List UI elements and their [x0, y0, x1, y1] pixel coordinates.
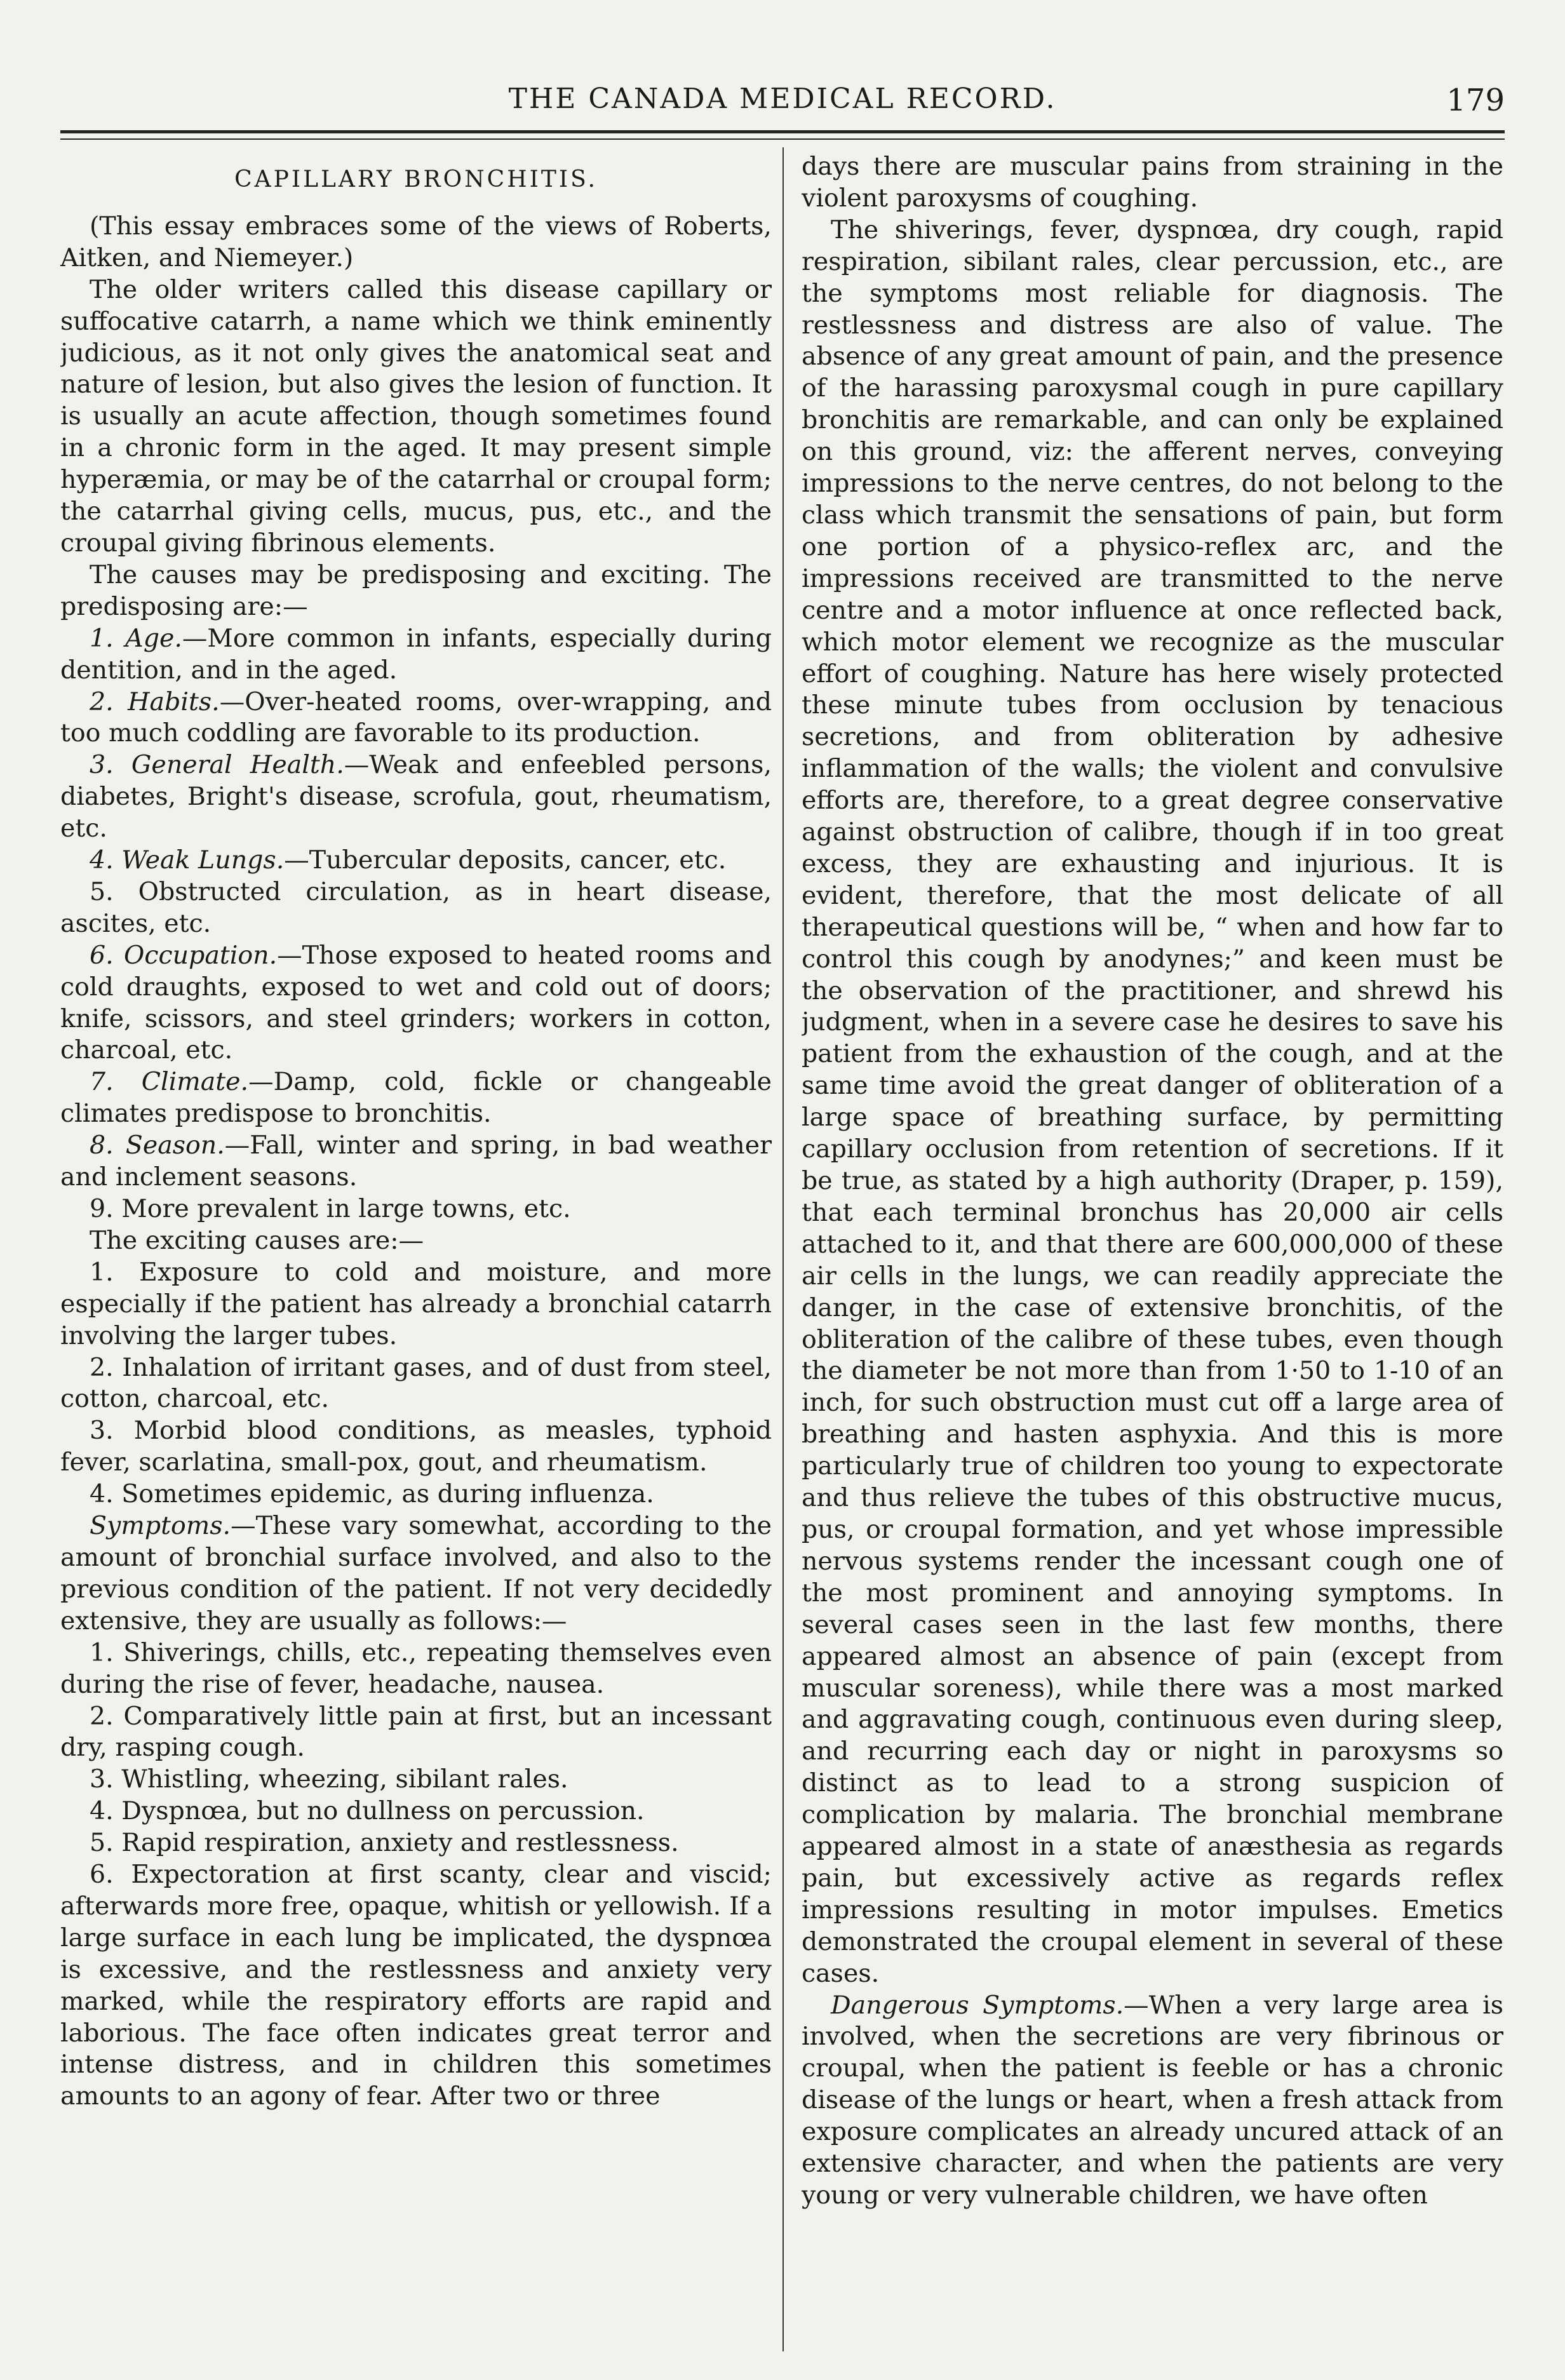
paragraph: [60, 687, 772, 750]
paragraph: [802, 215, 1503, 1990]
paragraph: [60, 1764, 772, 1796]
paragraph-label: 2. Habits.: [90, 687, 220, 716]
paragraph: [802, 1990, 1503, 2212]
paragraph-text: 5. Obstructed circulation, as in heart disease, ascites, etc.: [60, 877, 772, 938]
paragraph: [60, 1796, 772, 1827]
paragraph-text: 4. Dyspnœa, but no dullness on percussion.: [90, 1796, 645, 1826]
right-paragraphs: [802, 151, 1503, 2212]
paragraph-text: days there are muscular pains from straining in the violent paroxysms of coughing.: [802, 152, 1503, 213]
paragraph-text: The shiverings, fever, dyspnœa, dry cough, rapid respiration, sibilant rales, clear percussion, etc., are the symptoms most reliable for diagnosis. The restlessness and distress are also of value. The absence of any great amount of pain, and the presence of the harassing paroxysmal cough in pure capillary bronchitis are remarkable, and can only be explained on this ground, viz: the afferent nerves, conveying impressions to the nerve centres, do not belong to the class which transmit the sensations of pain, but form one portion of a physico-reflex arc, and the impressions received are transmitted to the nerve centre and a motor influence at once reflected back, which motor element we recognize as the muscular effort of coughing. Nature has here wisely protected these minute tubes from occlusion by tenacious secretions, and from obliteration by adhesive inflammation of the walls; the violent and convulsive efforts are, therefore, to a great degree conservative against obstruction of calibre, though if in too great excess, they are exhausting and injurious. It is evident, therefore, that the most delicate of all therapeutical questions will be, “ when and how far to control this cough by anodynes;” and keen must be the observation of the practitioner, and shrewd his judgment, when in a severe case he desires to save his patient from the exhaustion of the cough, and at the same time avoid the great danger of obliteration of a large space of breathing surface, by permitting capillary occlusion from retention of secretions. If it be true, as stated by a high authority (Draper, p. 159), that each terminal bronchus has 20,000 air cells attached to it, and that there are 600,000,000 of these air cells in the lungs, we can readily appreciate the danger, in the case of extensive bronchitis, of the obliteration of the calibre of these tubes, even though the diameter be not more than from 1·50 to 1-10 of an inch, for such obstruction must cut off a large area of breathing and hasten asphyxia. And this is more particularly true of children too young to expectorate and thus relieve the tubes of this obstructive mucus, pus, or croupal formation, and yet whose impressible nervous systems render the incessant cough one of the most prominent and annoying symptoms. In several cases seen in the last few months, there appeared almost an absence of pain (except from muscular soreness), while there was a most marked and aggravating cough, continuous even during sleep, and recurring each day or night in paroxysms so distinct as to lead to a strong suspicion of complication by malaria. The bronchial membrane appeared almost in a state of anæsthesia as regards pain, but excessively active as regards reflex impressions resulting in motor impulses. Emetics demonstrated the croupal element in several of these cases.: [802, 215, 1503, 1988]
paragraph: [60, 750, 772, 845]
paragraph-text: The older writers called this disease capillary or suffocative catarrh, a name which we think eminently judicious, as it not only gives the anatomical seat and nature of lesion, but also gives the lesion of function. It is usually an acute affection, though sometimes found in a chronic form in the aged. It may present simple hyperæmia, or may be of the catarrhal or croupal form; the catarrhal giving cells, mucus, pus, etc., and the croupal giving fibrinous elements.: [60, 274, 772, 558]
paragraph-text: 4. Sometimes epidemic, as during influenza.: [90, 1479, 654, 1509]
page-number: 179: [1446, 83, 1505, 118]
paragraph-text: —Tubercular deposits, cancer, etc.: [284, 845, 727, 875]
column-divider: [782, 147, 784, 2351]
header-rule-thick: [60, 130, 1505, 133]
paragraph: [60, 1827, 772, 1859]
paragraph: [60, 1066, 772, 1130]
paragraph: [60, 274, 772, 560]
running-title: THE CANADA MEDICAL RECORD.: [508, 83, 1057, 115]
paragraph-text: 6. Expectoration at first scanty, clear and viscid; afterwards more free, opaque, whitish or yellowish. If a large surface in each lung be implicated, the dyspnœa is excessive, and the restlessness and anxiety very marked, while the respiratory efforts are rapid and laborious. The face often indicates great terror and intense distress, and in children this sometimes amounts to an agony of fear. After two or three: [60, 1860, 772, 2111]
paragraph-text: 2. Comparatively little pain at first, but an incessant dry, rasping cough.: [60, 1701, 772, 1763]
paragraph-label: 1. Age.: [90, 623, 182, 653]
paragraph-label: 8. Season.: [90, 1131, 225, 1160]
left-paragraphs: [60, 211, 772, 2113]
paragraph-text: 3. Morbid blood conditions, as measles, typhoid fever, scarlatina, small-pox, gout, and rheumatism.: [60, 1416, 772, 1477]
paragraph: [60, 623, 772, 687]
paragraph-text: The causes may be predisposing and exciting. The predisposing are:—: [60, 560, 772, 621]
paragraph: [60, 1193, 772, 1225]
paragraph: [60, 1479, 772, 1510]
paragraph-label: 6. Occupation.: [90, 940, 278, 970]
paragraph-text: —Those exposed to heated rooms and cold draughts, exposed to wet and cold out of doors; knife, scissors, and steel grinders; workers in cotton, charcoal, etc.: [60, 940, 772, 1065]
header-rule-thin: [60, 138, 1505, 140]
paragraph-text: 1. Shiverings, chills, etc., repeating themselves even during the rise of fever, headache, nausea.: [60, 1637, 772, 1699]
paragraph: [60, 1859, 772, 2113]
right-column: [802, 151, 1503, 2336]
left-column: [60, 151, 772, 2336]
paragraph-text: —These vary somewhat, according to the amount of bronchial surface involved, and also to the previous condition of the patient. If not very decidedly extensive, they are usually as follows:—: [60, 1511, 772, 1636]
paragraph: [60, 1257, 772, 1352]
paragraph: [802, 151, 1503, 215]
paragraph-text: 3. Whistling, wheezing, sibilant rales.: [90, 1765, 568, 1794]
paragraph: [60, 1510, 772, 1637]
article-title: CAPILLARY BRONCHITIS.: [234, 166, 598, 192]
paragraph: [60, 877, 772, 940]
paragraph-text: 5. Rapid respiration, anxiety and restlessness.: [90, 1828, 679, 1858]
paragraph-text: 9. More prevalent in large towns, etc.: [90, 1194, 571, 1223]
paragraph: [60, 1637, 772, 1701]
paragraph: [60, 1415, 772, 1479]
paragraph-label: 7. Climate.: [90, 1067, 249, 1097]
paragraph: [60, 940, 772, 1067]
paragraph-label: Symptoms.: [90, 1511, 231, 1541]
paragraph: [60, 845, 772, 877]
running-head: [60, 83, 1505, 127]
paragraph: [60, 1352, 772, 1416]
paragraph-text: —When a very large area is involved, when the secretions are very fibrinous or croupal, when the patient is feeble or has a chronic disease of the lungs or heart, when a fresh attack from exposure complicates an already uncured attack of an extensive character, and when the patients are very young or very vulnerable children, we have often: [802, 1990, 1503, 2210]
paragraph-text: —Weak and enfeebled persons, diabetes, Bright's disease, scrofula, gout, rheumatism, etc.: [60, 750, 772, 844]
paragraph-label: 4. Weak Lungs.: [90, 845, 285, 875]
paragraph: [60, 560, 772, 623]
paragraph-text: —Over-heated rooms, over-wrapping, and too much coddling are favorable to its production.: [60, 687, 772, 748]
paragraph: [60, 1130, 772, 1193]
paragraph-text: 1. Exposure to cold and moisture, and more especially if the patient has already a bronchial catarrh involving the larger tubes.: [60, 1257, 772, 1350]
paragraph-text: The exciting causes are:—: [90, 1225, 424, 1255]
paragraph-label: Dangerous Symptoms.: [831, 1990, 1124, 2020]
paragraph-text: 2. Inhalation of irritant gases, and of dust from steel, cotton, charcoal, etc.: [60, 1352, 772, 1414]
paragraph: [60, 1701, 772, 1765]
paragraph-label: 3. General Health.: [90, 750, 344, 780]
paragraph-text: —Fall, winter and spring, in bad weather and inclement seasons.: [60, 1131, 772, 1192]
paragraph-text: (This essay embraces some of the views of Roberts, Aitken, and Niemeyer.): [60, 211, 772, 272]
paragraph: [60, 1225, 772, 1257]
paragraph: [60, 211, 772, 274]
paragraph-text: —Damp, cold, fickle or changeable climates predispose to bronchitis.: [60, 1067, 772, 1129]
paragraph-text: —More common in infants, especially during dentition, and in the aged.: [60, 623, 772, 685]
